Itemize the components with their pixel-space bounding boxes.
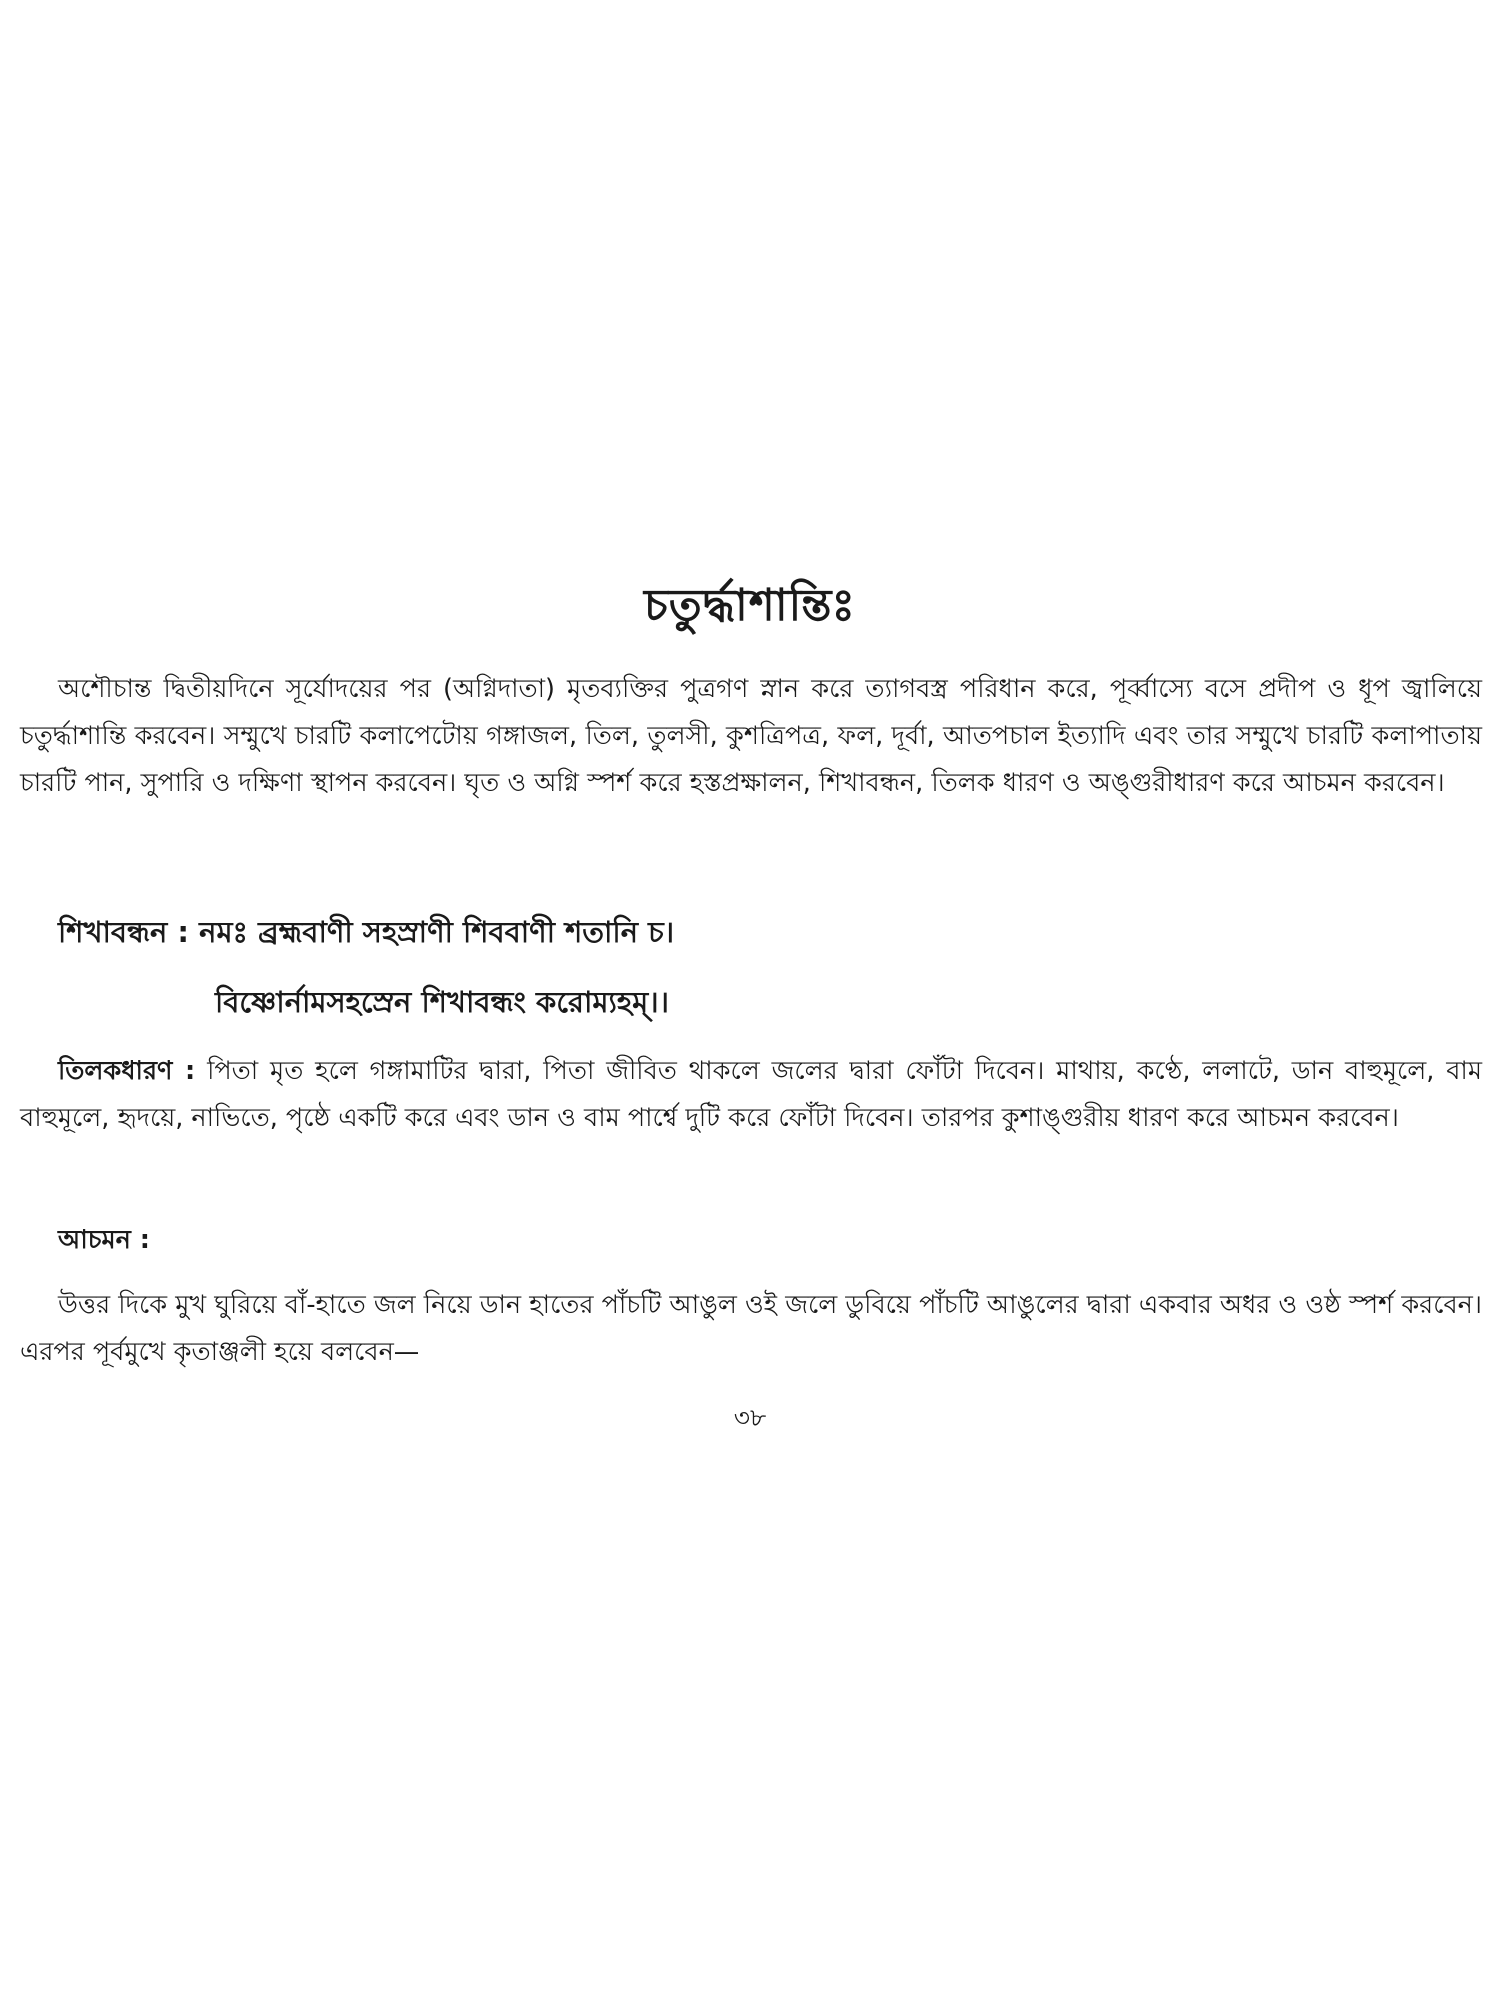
shikhabandhan-label: শিখাবন্ধন : bbox=[58, 915, 190, 949]
tilak-text: পিতা মৃত হলে গঙ্গামাটির দ্বারা, পিতা জীবিত থাকলে জলের দ্বারা ফোঁটা দিবেন। মাথায়, কণ্ঠে, ললাটে, ডান বাহুমূলে, বাম বাহুমূলে, হৃদয়ে, নাভিতে, পৃষ্ঠে একটি করে এবং ডান ও বাম পার্শ্বে দুটি করে ফোঁটা দিবেন। তারপর কুশাঙ্গুরীয় ধারণ করে আচমন করবেন। bbox=[20, 1056, 1482, 1133]
tilak-label: তিলকধারণ : bbox=[58, 1056, 196, 1086]
tilak-paragraph bbox=[20, 1048, 1482, 1142]
achaman-paragraph: উত্তর দিকে মুখ ঘুরিয়ে বাঁ-হাতে জল নিয়ে ডান হাতের পাঁচটি আঙুল ওই জলে ডুবিয়ে পাঁচটি আঙুলের দ্বারা একবার অধর ও ওষ্ঠ স্পর্শ করবেন। এরপর পূর্বমুখে কৃতাঞ্জলী হয়ে বলবেন— bbox=[20, 1290, 1482, 1367]
intro-paragraph: অশৌচান্ত দ্বিতীয়দিনে সূর্যোদয়ের পর (অগ্নিদাতা) মৃতব্যক্তির পুত্রগণ স্নান করে ত্যাগবস্ত্র পরিধান করে, পূর্ব্বাস্যে বসে প্রদীপ ও ধূপ জ্বালিয়ে চতুর্দ্ধাশান্তি করবেন। সম্মুখে চারটি কলাপেটোয় গঙ্গাজল, তিল, তুলসী, কুশত্রিপত্র, ফল, দূর্বা, আতপচাল ইত্যাদি এবং তার সম্মুখে চারটি কলাপাতায় চারটি পান, সুপারি ও দক্ষিণা স্থাপন করবেন। ঘৃত ও অগ্নি স্পর্শ করে হস্তপ্রক্ষালন, শিখাবন্ধন, তিলক ধারণ ও অঙ্গুরীধারণ করে আচমন করবেন। bbox=[20, 674, 1482, 798]
achaman-heading: আচমন : bbox=[58, 1225, 150, 1255]
shikhabandhan-verse-1: নমঃ ব্রহ্মবাণী সহস্রাণী শিববাণী শতানি চ। bbox=[199, 915, 675, 949]
shikhabandhan-mantra-line-1 bbox=[58, 910, 674, 959]
page-title: চতুর্দ্ধাশান্তিঃ bbox=[644, 580, 856, 631]
page-number: ৩৮ bbox=[733, 1403, 767, 1432]
shikhabandhan-verse-2: বিষ্ণোর্নামসহস্রেন শিখাবন্ধং করোম্যহম্।। bbox=[215, 985, 669, 1019]
